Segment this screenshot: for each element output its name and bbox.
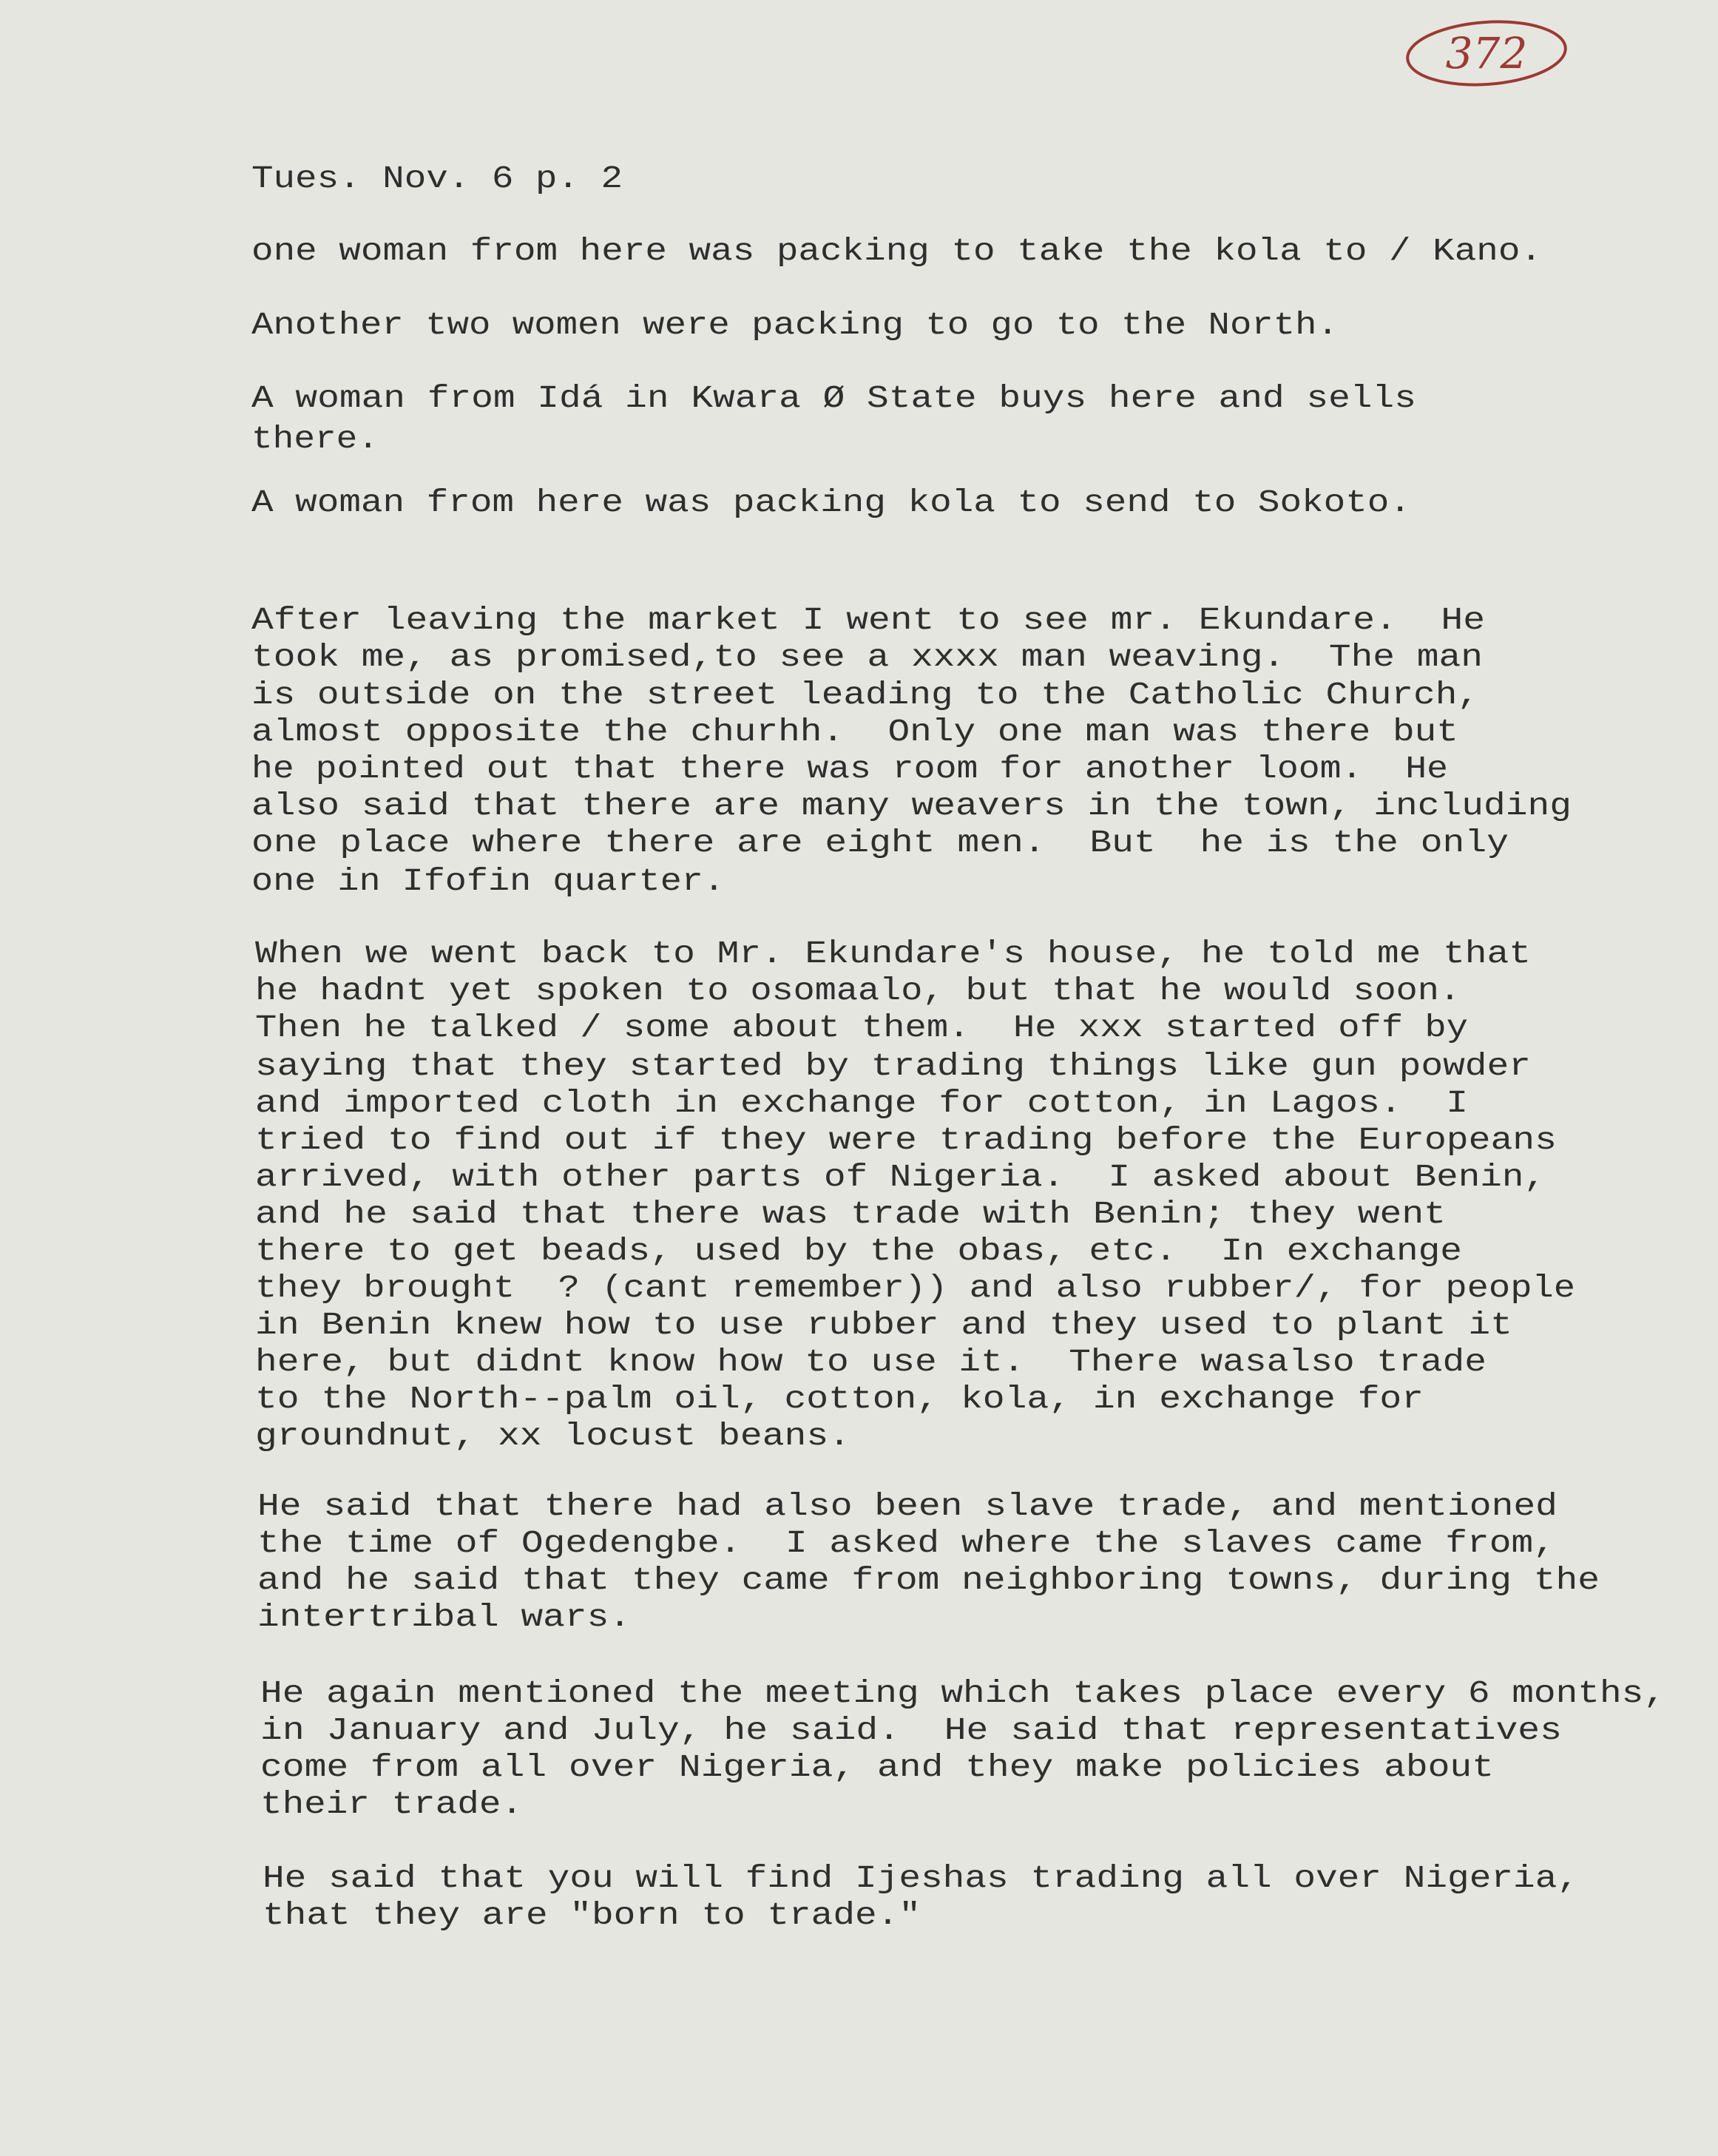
paragraph-line: almost opposite the churhh. Only one man was there but xyxy=(251,714,1458,750)
paragraph-line: one place where there are eight men. But he is the only xyxy=(251,825,1509,861)
paragraph-line: tried to find out if they were trading before the Europeans xyxy=(255,1122,1557,1158)
paragraph-line: they brought ? (cant remember)) and also rubber/, for people xyxy=(255,1270,1575,1306)
paragraph-line: that they are "born to trade." xyxy=(263,1897,921,1933)
paragraph-line: A woman from here was packing kola to send to Sokoto. xyxy=(251,484,1411,521)
paragraph-line: saying that they started by trading things like gun powder xyxy=(255,1048,1532,1084)
paragraph-line: After leaving the market I went to see mr. Ekundare. He xyxy=(251,602,1486,638)
paragraph-line: is outside on the street leading to the Catholic Church, xyxy=(251,677,1480,713)
paragraph-line: he pointed out that there was room for another loom. He xyxy=(251,751,1449,787)
paragraph-line: in Benin knew how to use rubber and they used to plant it xyxy=(255,1307,1513,1343)
paragraph-line: there to get beads, used by the obas, etc. In exchange xyxy=(255,1233,1462,1269)
paragraph-line: he hadnt yet spoken to osomaalo, but that he would soon. xyxy=(255,973,1461,1009)
page-number-text: 372 xyxy=(1445,28,1528,78)
paragraph-line: here, but didnt know how to use it. There wasalso trade xyxy=(255,1344,1487,1380)
paragraph-line: He said that there had also been slave trade, and mentioned xyxy=(257,1488,1558,1524)
paragraph-line: He said that you will find Ijeshas trading all over Nigeria, xyxy=(263,1860,1580,1896)
paragraph-line: and imported cloth in exchange for cotton, in Lagos. I xyxy=(255,1085,1469,1121)
paragraph-line: Another two women were packing to go to the North. xyxy=(251,307,1339,343)
page-header: Tues. Nov. 6 p. 2 xyxy=(251,160,623,197)
paragraph-line: come from all over Nigeria, and they make policies about xyxy=(260,1749,1495,1785)
paragraph-line: groundnut, xx locust beans. xyxy=(255,1418,850,1454)
paragraph-line: one woman from here was packing to take the kola to / Kano. xyxy=(251,233,1543,269)
paragraph-line: took me, as promised,to see a xxxx man weaving. The man xyxy=(251,639,1483,675)
paragraph-line: arrived, with other parts of Nigeria. I asked about Benin, xyxy=(255,1159,1546,1195)
paragraph-line: their trade. xyxy=(260,1786,523,1822)
paragraph-line: Then he talked / some about them. He xxx started off by xyxy=(255,1010,1468,1046)
paragraph-line: and he said that there was trade with Benin; they went xyxy=(255,1196,1446,1232)
paragraph-line: one in Ifofin quarter. xyxy=(251,863,725,899)
paragraph-line: also said that there are many weavers in the town, including xyxy=(251,788,1572,824)
paragraph-line: When we went back to Mr. Ekundare's house, he told me that xyxy=(255,936,1532,972)
paragraph-line: there. xyxy=(251,421,379,457)
paragraph-line: He again mentioned the meeting which takes place every 6 months, xyxy=(260,1675,1666,1711)
paragraph-line: intertribal wars. xyxy=(257,1599,631,1635)
paragraph-line: A woman from Idá in Kwara Ø State buys here and sells xyxy=(251,380,1416,416)
paragraph-line: in January and July, he said. He said that representatives xyxy=(260,1712,1562,1748)
paragraph-line: and he said that they came from neighboring towns, during the xyxy=(257,1562,1600,1598)
paragraph-line: to the North--palm oil, cotton, kola, in exchange for xyxy=(255,1381,1424,1417)
paragraph-line: the time of Ogedengbe. I asked where the slaves came from, xyxy=(257,1525,1555,1561)
